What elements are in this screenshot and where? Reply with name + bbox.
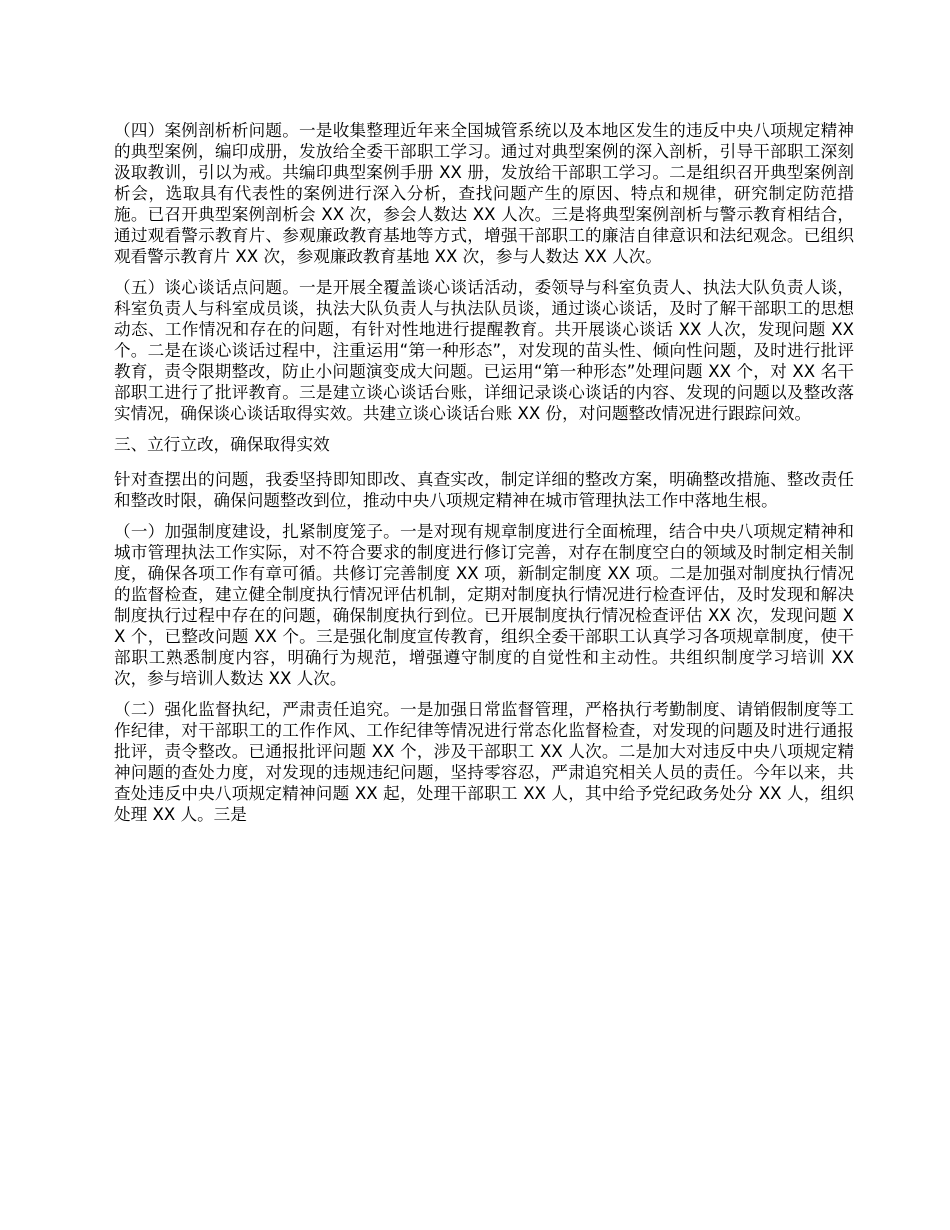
document-page <box>114 120 854 835</box>
paragraph-heart-to-heart-talks: （五）谈心谈话点问题。一是开展全覆盖谈心谈话活动，委领导与科室负责人、执法大队负责人谈，科室负责人与科室成员谈，执法大队负责人与执法队员谈，通过谈心谈话，及时了解干部职工的思想动态、工作情况和存在的问题，有针对性地进行提醒教育。共开展谈心谈话 XX 人次，发现问题 XX 个。二是在谈心谈话过程中，注重运用“第一种形态”，对发现的苗头性、倾向性问题，及时进行批评教育，责令限期整改，防止小问题演变成大问题。已运用“第一种形态”处理问题 XX 个，对 XX 名干部职工进行了批评教育。三是建立谈心谈话台账，详细记录谈心谈话的内容、发现的问题以及整改落实情况，确保谈心谈话取得实效。共建立谈心谈话台账 XX 份，对问题整改情况进行跟踪问效。 <box>114 278 854 423</box>
paragraph-rectification-intro: 针对查摆出的问题，我委坚持即知即改、真查实改，制定详细的整改方案，明确整改措施、整改责任和整改时限，确保问题整改到位，推动中央八项规定精神在城市管理执法工作中落地生根。 <box>114 470 854 510</box>
paragraph-case-analysis: （四）案例剖析析问题。一是收集整理近年来全国城管系统以及本地区发生的违反中央八项规定精神的典型案例，编印成册，发放给全委干部职工学习。通过对典型案例的深入剖析，引导干部职工深刻汲取教训，引以为戒。共编印典型案例手册 XX 册，发放给干部职工学习。二是组织召开典型案例剖析会，选取具有代表性的案例进行深入分析，查找问题产生的原因、特点和规律，研究制定防范措施。已召开典型案例剖析会 XX 次，参会人数达 XX 人次。三是将典型案例剖析与警示教育相结合，通过观看警示教育片、参观廉政教育基地等方式，增强干部职工的廉洁自律意识和法纪观念。已组织观看警示教育片 XX 次，参观廉政教育基地 XX 次，参与人数达 XX 人次。 <box>114 121 854 266</box>
paragraph-institution-building: （一）加强制度建设，扎紧制度笼子。一是对现有规章制度进行全面梳理，结合中央八项规定精神和城市管理执法工作实际，对不符合要求的制度进行修订完善，对存在制度空白的领域及时制定相关制度，确保各项工作有章可循。共修订完善制度 XX 项，新制定制度 XX 项。二是加强对制度执行情况的监督检查，建立健全制度执行情况评估机制，定期对制度执行情况进行检查评估，及时发现和解决制度执行过程中存在的问题，确保制度执行到位。已开展制度执行情况检查评估 XX 次，发现问题 XX 个，已整改问题 XX 个。三是强化制度宣传教育，组织全委干部职工认真学习各项规章制度，使干部职工熟悉制度内容，明确行为规范，增强遵守制度的自觉性和主动性。共组织制度学习培训 XX 次，参与培训人数达 XX 人次。 <box>114 522 854 688</box>
section-heading: 三、立行立改，确保取得实效 <box>114 435 330 454</box>
paragraph-supervision-discipline: （二）强化监督执纪，严肃责任追究。一是加强日常监督管理，严格执行考勤制度、请销假制度等工作纪律，对干部职工的工作作风、工作纪律等情况进行常态化监督检查，对发现的问题及时进行通报批评，责令整改。已通报批评问题 XX 个，涉及干部职工 XX 人次。二是加大对违反中央八项规定精神问题的查处力度，对发现的违规违纪问题，坚持零容忍，严肃追究相关人员的责任。今年以来，共查处违反中央八项规定精神问题 XX 起，处理干部职工 XX 人，其中给予党纪政务处分 XX 人，组织处理 XX 人。三是 <box>114 700 854 824</box>
